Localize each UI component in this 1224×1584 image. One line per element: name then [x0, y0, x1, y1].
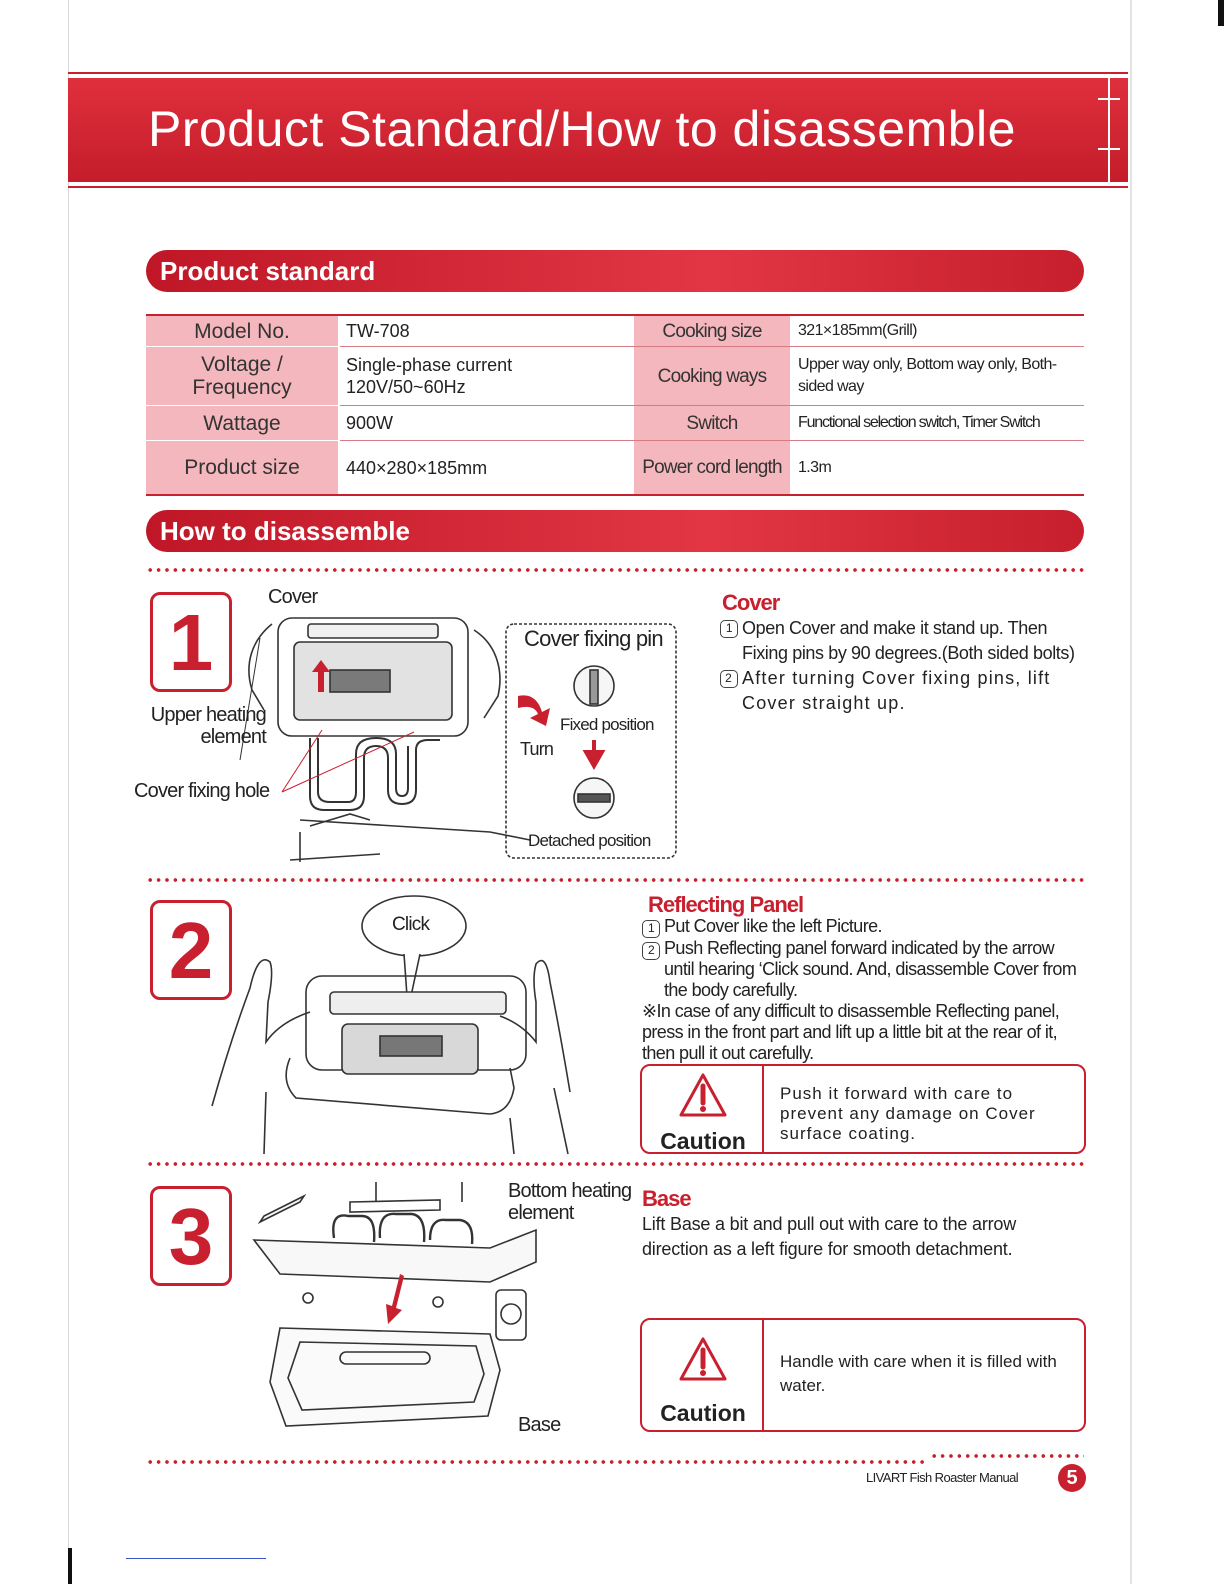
- label-turn: Turn: [520, 739, 554, 759]
- item-marker: 2: [720, 670, 738, 688]
- body-lines: [264, 1088, 568, 1154]
- cover-handle: [330, 992, 506, 1014]
- dotted-divider: [146, 568, 1084, 572]
- title-rule-bottom: [68, 186, 1128, 188]
- label-fixed-position: Fixed position: [560, 715, 654, 734]
- dotted-divider: [146, 1162, 1084, 1166]
- base-removal-illustration: [240, 1182, 550, 1444]
- spec-label: Wattage: [146, 406, 338, 440]
- down-arrow-icon: [386, 1274, 404, 1324]
- warning-triangle-icon: [678, 1072, 728, 1118]
- instruction-note: [642, 1001, 1086, 1064]
- scan-mark: [68, 1548, 72, 1584]
- section-title: How to disassemble: [160, 516, 410, 546]
- label-cover: Cover: [268, 586, 318, 608]
- corner-mark: [1218, 0, 1224, 26]
- spec-label: Power cord length: [634, 441, 790, 494]
- spec-value: 440×280×185mm: [346, 457, 488, 478]
- product-standard-heading: [146, 250, 1084, 292]
- caution-label: Caution: [660, 1128, 746, 1154]
- base-outline: [290, 854, 380, 860]
- spec-table: [146, 314, 1084, 496]
- item-marker: 1: [720, 620, 738, 638]
- instruction-item: [720, 616, 1086, 666]
- dotted-divider: [146, 1460, 926, 1464]
- spec-label: Model No.: [146, 316, 338, 346]
- banner-tick: [1098, 148, 1120, 150]
- caution-icon-panel: [642, 1066, 764, 1152]
- fixing-pin-detached-bar: [578, 794, 610, 802]
- connector-socket: [501, 1304, 521, 1324]
- body-foot: [433, 1297, 443, 1307]
- spec-label: Voltage / Frequency: [146, 347, 338, 405]
- binding-line: [68, 0, 69, 1584]
- caution-box-step3: [640, 1318, 1086, 1432]
- label-cover-fixing-pin: Cover fixing pin: [524, 626, 663, 651]
- fixing-pin-fixed-bar: [590, 670, 598, 704]
- title-rule-top: [68, 72, 1128, 74]
- fixing-hole-leader: [282, 730, 414, 792]
- body-handle: [260, 1196, 304, 1222]
- left-hand: [249, 624, 272, 710]
- page-number: 5: [1058, 1464, 1086, 1492]
- body-foot: [303, 1293, 313, 1303]
- step-number-text: 1: [168, 598, 214, 687]
- instruction-text: Push Reflecting panel forward indicated by the arrow until hearing ‘Click sound. And, disassemble Cover from the body carefully.: [664, 938, 1077, 1000]
- down-arrow-icon: [586, 740, 602, 766]
- warning-triangle-icon: [678, 1336, 728, 1382]
- caution-label: Caution: [660, 1400, 746, 1426]
- spec-label: Cooking size: [634, 316, 790, 346]
- label-detached-position: Detached position: [528, 831, 651, 850]
- footer-manual-title: LIVART Fish Roaster Manual: [866, 1470, 1019, 1485]
- page-title: Product Standard/How to disassemble: [148, 101, 1016, 157]
- instruction-item: [642, 916, 1086, 938]
- note-text: ※In case of any difficult to disassemble Reflecting panel, press in the front part and lift up a little bit at the rear of it, then pull it out carefully.: [642, 1001, 1060, 1063]
- dotted-divider: [930, 1454, 1084, 1458]
- bottom-heating-element: [333, 1214, 472, 1244]
- scan-line: [126, 1558, 266, 1559]
- step3-subhead: Base: [642, 1186, 691, 1211]
- label-upper-heating-element: Upper heating element: [150, 704, 266, 748]
- instruction-text: Open Cover and make it stand up. Then Fixing pins by 90 degrees.(Both sided bolts): [742, 618, 1075, 663]
- title-banner: [68, 78, 1128, 182]
- step2-subhead: Reflecting Panel: [648, 892, 804, 917]
- turn-arrow-icon: [518, 695, 550, 726]
- label-cover-fixing-hole: Cover fixing hole: [134, 780, 270, 802]
- spec-value: TW-708: [346, 321, 410, 341]
- step2-instructions: [642, 916, 1086, 1064]
- caution-icon-panel: [642, 1320, 764, 1430]
- item-marker: 1: [642, 920, 660, 938]
- spec-value: 321×185mm(Grill): [798, 322, 917, 339]
- instruction-item: [642, 938, 1086, 1001]
- element-posts: [376, 1182, 462, 1202]
- spec-value: 900W: [346, 413, 394, 433]
- right-hand: [474, 630, 500, 718]
- spec-label: Cooking ways: [634, 347, 790, 405]
- heating-element: [310, 738, 440, 810]
- disassemble-heading: [146, 510, 1084, 552]
- caution-text: Push it forward with care to prevent any damage on Cover surface coating.: [780, 1084, 1036, 1143]
- label-base: Base: [518, 1414, 561, 1436]
- spec-label: Product size: [146, 441, 338, 494]
- item-marker: 2: [642, 942, 660, 960]
- element-bracket: [350, 1200, 440, 1212]
- page-edge: [1130, 0, 1132, 1584]
- spec-value: Single-phase current 120V/50~60Hz: [346, 355, 513, 397]
- instruction-text: Put Cover like the left Picture.: [664, 916, 882, 936]
- instruction-item: [720, 666, 1086, 716]
- left-hand: [212, 960, 310, 1106]
- cover-handle: [308, 624, 438, 638]
- caution-box-step2: [640, 1064, 1086, 1154]
- panel-label: [380, 1036, 442, 1056]
- label-click: Click: [392, 914, 430, 935]
- caution-text: Handle with care when it is filled with water.: [780, 1352, 1057, 1395]
- body-tray: [254, 1230, 536, 1282]
- spec-value: 1.3m: [798, 458, 832, 476]
- spec-value: Functional selection switch, Timer Switch: [798, 414, 1040, 431]
- dotted-divider: [146, 878, 1084, 882]
- step1-subhead: Cover: [722, 590, 780, 615]
- spec-value: Upper way only, Bottom way only, Both-sided way: [798, 356, 1057, 395]
- step-number-3: [150, 1186, 232, 1286]
- instruction-text: After turning Cover fixing pins, lift Cover straight up.: [742, 668, 1051, 713]
- step-number-text: 2: [168, 906, 214, 995]
- step3-instructions: Lift Base a bit and pull out with care to the arrow direction as a left figure for smooth detachment.: [642, 1214, 1017, 1259]
- spec-label: Switch: [634, 406, 790, 440]
- step1-instructions: [720, 616, 1086, 716]
- panel-label: [330, 670, 390, 692]
- label-bottom-heating-element: Bottom heating element: [508, 1180, 632, 1224]
- section-title: Product standard: [160, 256, 376, 286]
- step-number-text: 3: [168, 1192, 214, 1281]
- base-outline: [300, 820, 530, 840]
- banner-tick: [1108, 78, 1110, 182]
- banner-tick: [1098, 98, 1120, 100]
- table-rule: [146, 494, 1084, 496]
